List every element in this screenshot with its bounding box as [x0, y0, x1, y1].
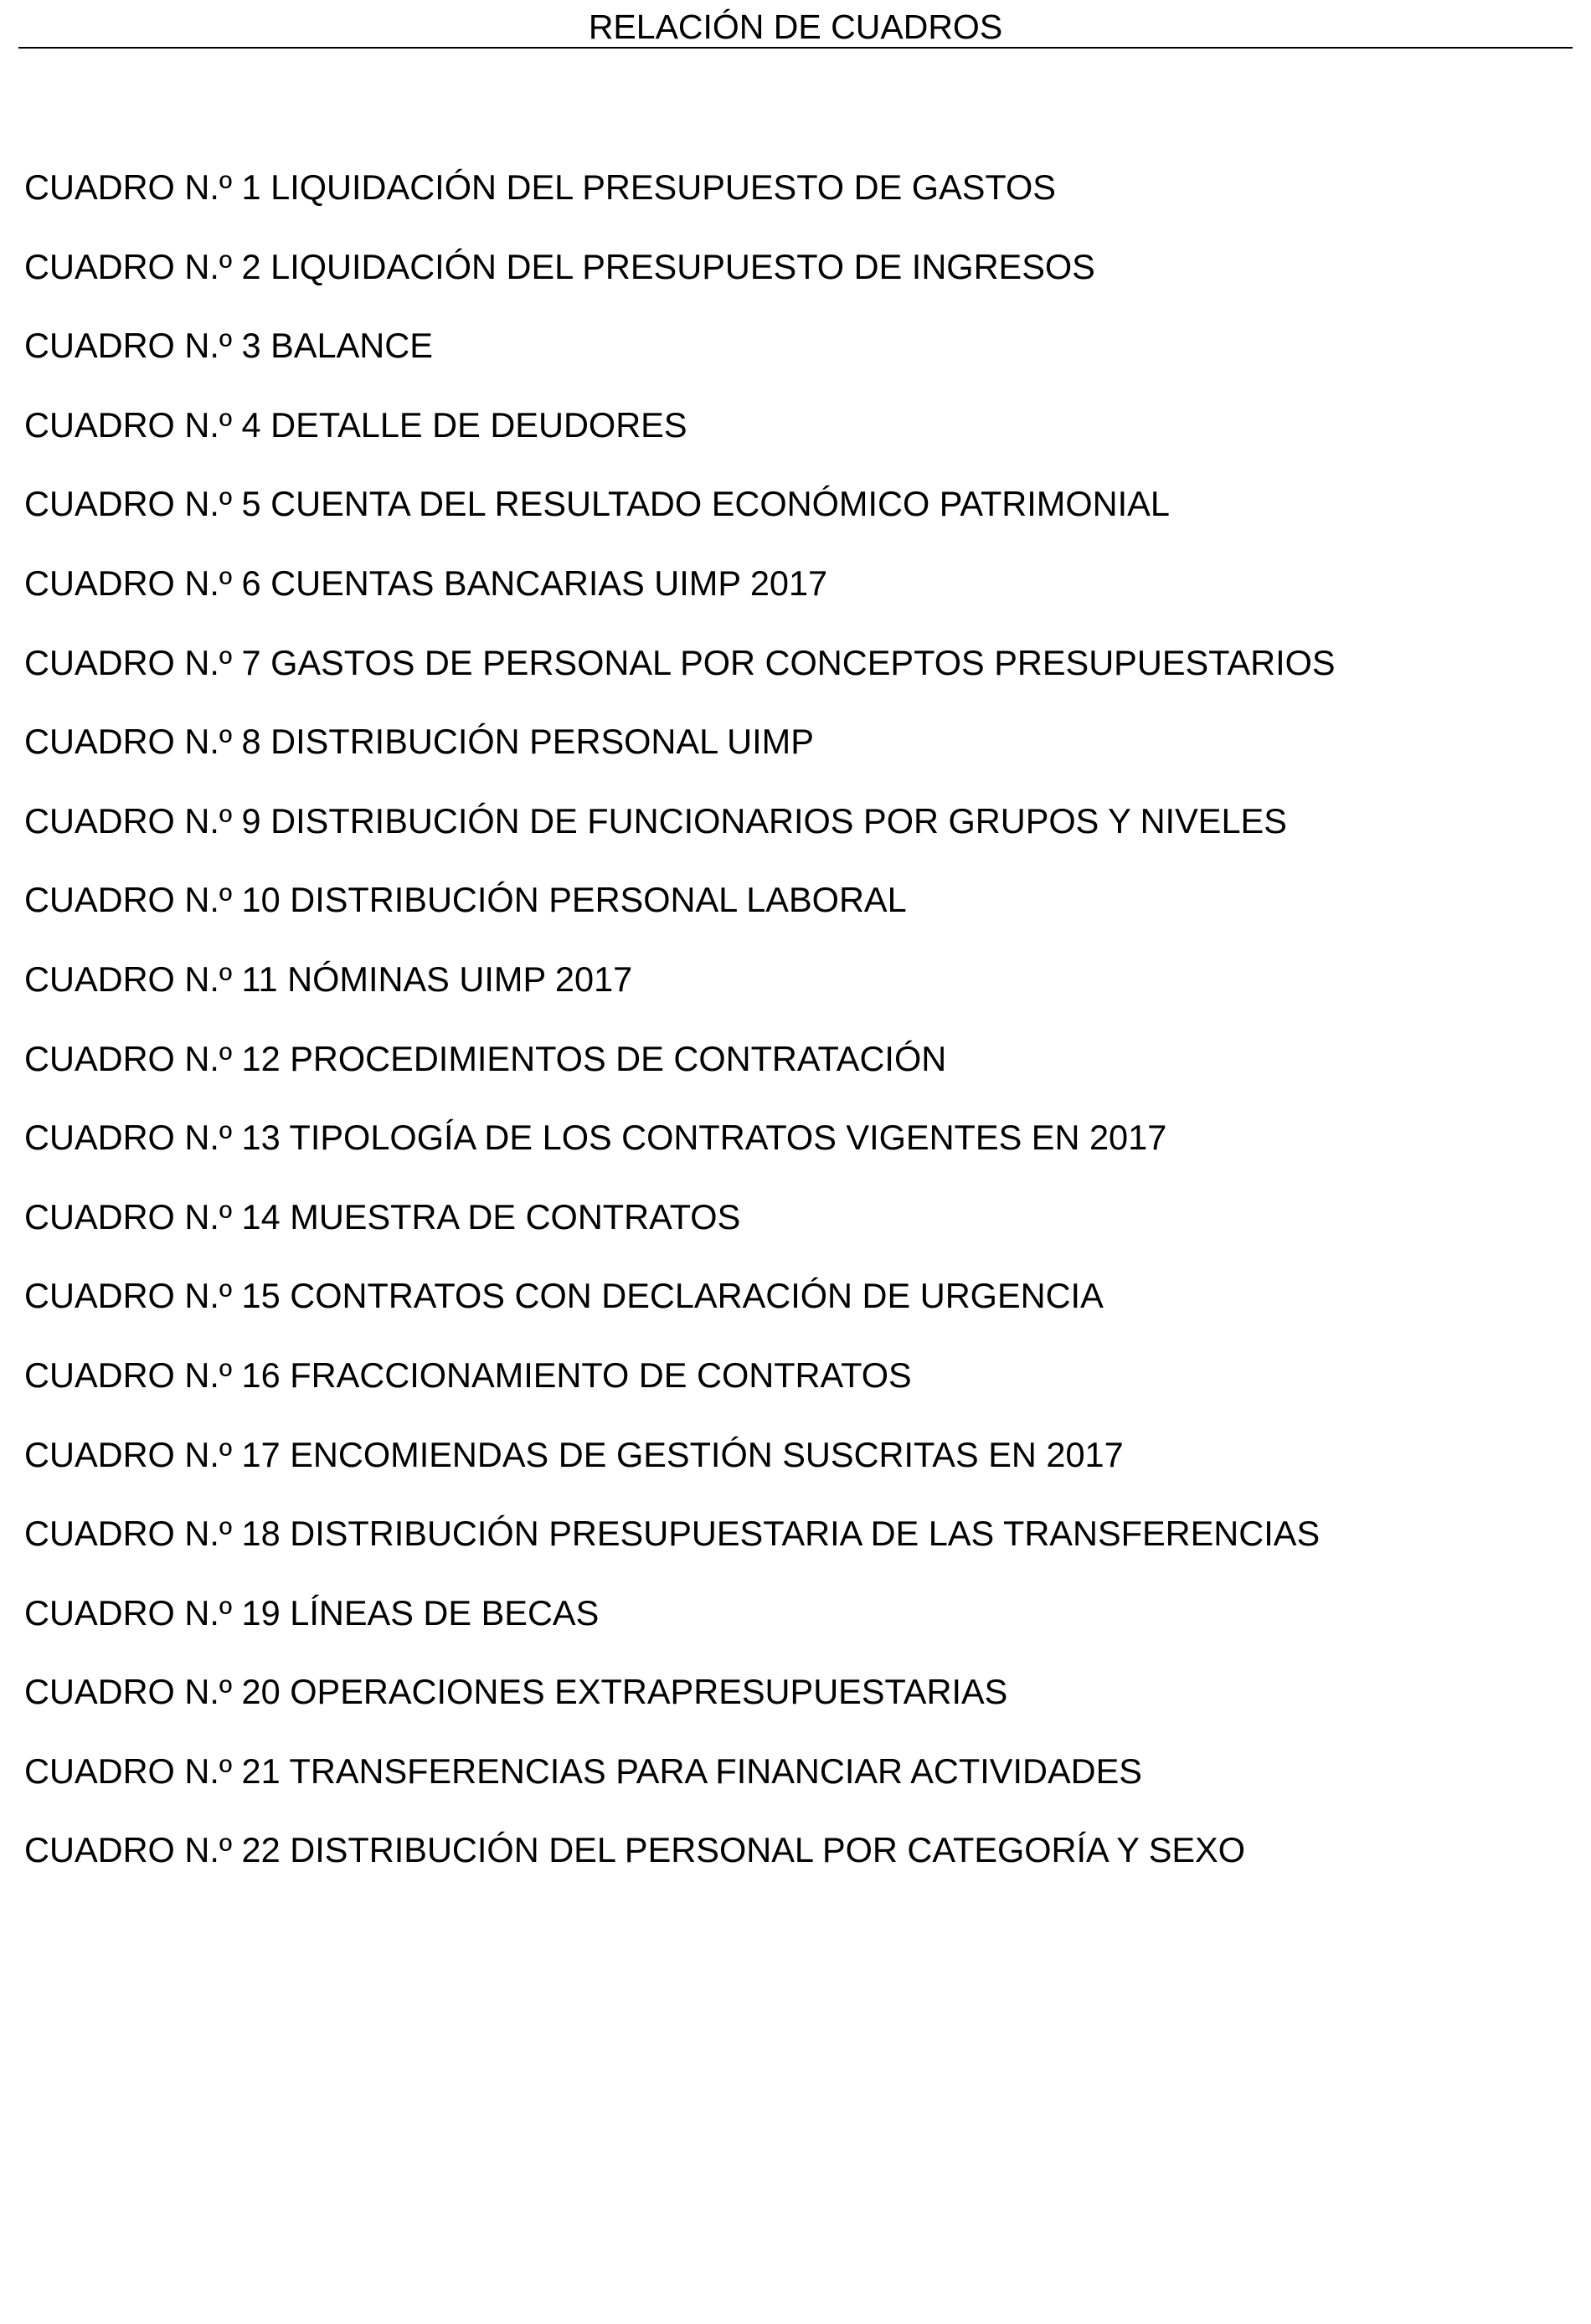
list-item: CUADRO N.º 8 DISTRIBUCIÓN PERSONAL UIMP [24, 722, 814, 762]
list-item: CUADRO N.º 10 DISTRIBUCIÓN PERSONAL LABORAL [24, 880, 907, 920]
list-item: CUADRO N.º 6 CUENTAS BANCARIAS UIMP 2017 [24, 563, 828, 603]
list-item: CUADRO N.º 9 DISTRIBUCIÓN DE FUNCIONARIOS POR GRUPOS Y NIVELES [24, 800, 1287, 841]
list-item: CUADRO N.º 14 MUESTRA DE CONTRATOS [24, 1196, 741, 1237]
list-item: CUADRO N.º 16 FRACCIONAMIENTO DE CONTRATOS [24, 1355, 912, 1395]
list-item: CUADRO N.º 15 CONTRATOS CON DECLARACIÓN DE URGENCIA [24, 1276, 1104, 1316]
list-item: CUADRO N.º 12 PROCEDIMIENTOS DE CONTRATACIÓN [24, 1038, 947, 1078]
list-item: CUADRO N.º 20 OPERACIONES EXTRAPRESUPUESTARIAS [24, 1672, 1008, 1712]
page-title: RELACIÓN DE CUADROS [588, 8, 1003, 46]
table-list [24, 167, 1565, 1910]
list-item: CUADRO N.º 18 DISTRIBUCIÓN PRESUPUESTARIA DE LAS TRANSFERENCIAS [24, 1514, 1321, 1554]
list-item: CUADRO N.º 5 CUENTA DEL RESULTADO ECONÓMICO PATRIMONIAL [24, 484, 1170, 524]
list-item: CUADRO N.º 7 GASTOS DE PERSONAL POR CONCEPTOS PRESUPUESTARIOS [24, 642, 1336, 682]
list-item: CUADRO N.º 13 TIPOLOGÍA DE LOS CONTRATOS VIGENTES EN 2017 [24, 1118, 1167, 1158]
list-item: CUADRO N.º 17 ENCOMIENDAS DE GESTIÓN SUSCRITAS EN 2017 [24, 1434, 1124, 1474]
list-item: CUADRO N.º 1 LIQUIDACIÓN DEL PRESUPUESTO DE GASTOS [24, 167, 1056, 207]
list-item: CUADRO N.º 2 LIQUIDACIÓN DEL PRESUPUESTO DE INGRESOS [24, 246, 1095, 286]
list-item: CUADRO N.º 21 TRANSFERENCIAS PARA FINANCIAR ACTIVIDADES [24, 1751, 1142, 1791]
list-item: CUADRO N.º 11 NÓMINAS UIMP 2017 [24, 959, 633, 999]
list-item: CUADRO N.º 22 DISTRIBUCIÓN DEL PERSONAL POR CATEGORÍA Y SEXO [24, 1830, 1246, 1870]
list-item: CUADRO N.º 4 DETALLE DE DEUDORES [24, 404, 687, 445]
list-item: CUADRO N.º 3 BALANCE [24, 326, 433, 366]
list-item: CUADRO N.º 19 LÍNEAS DE BECAS [24, 1592, 600, 1632]
page-header [18, 0, 1573, 49]
